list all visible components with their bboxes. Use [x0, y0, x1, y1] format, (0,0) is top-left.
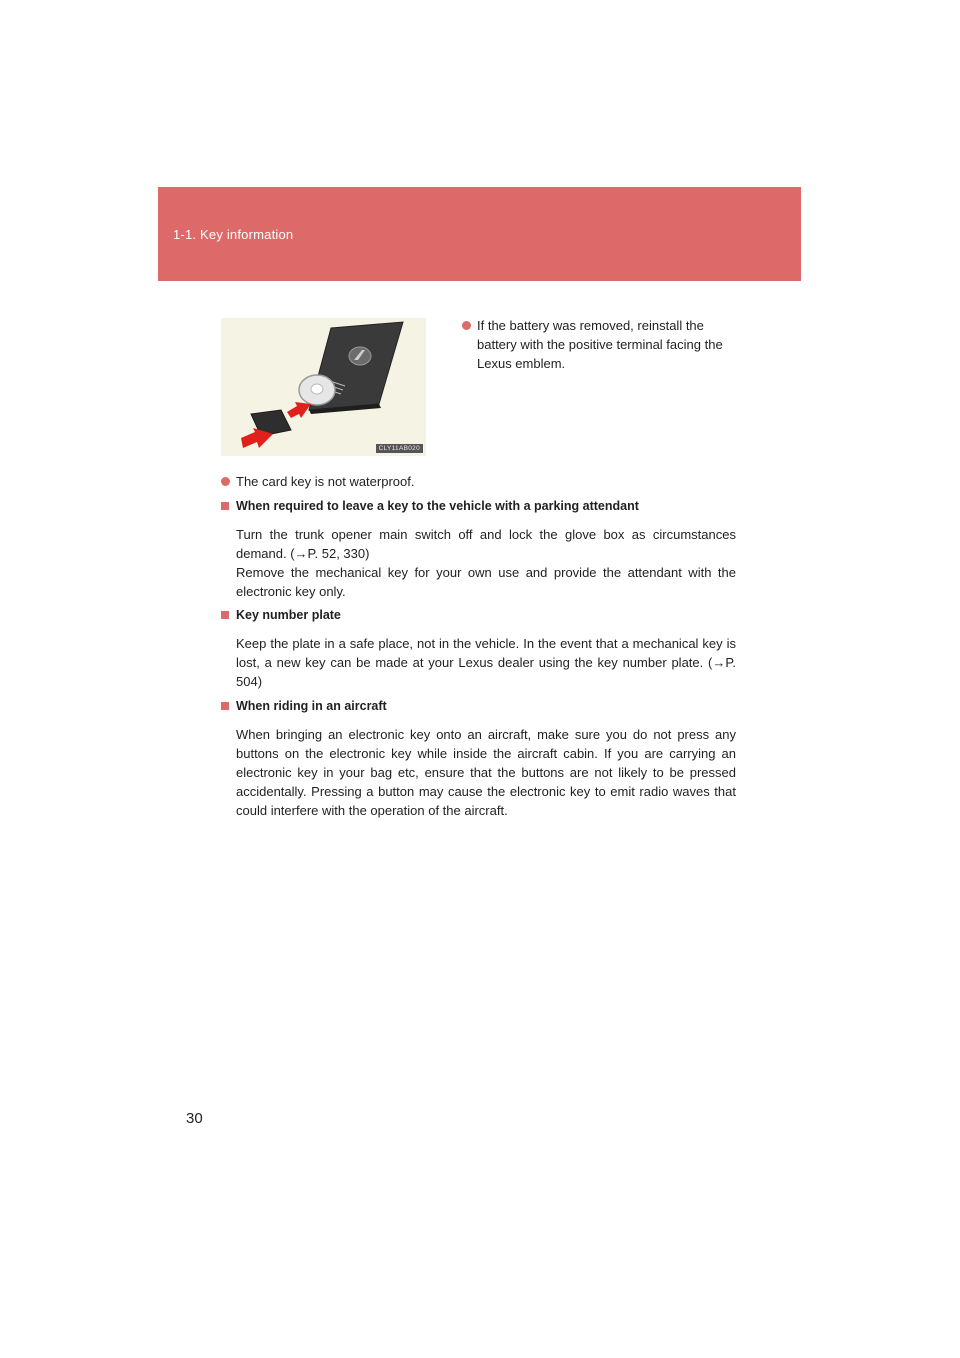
figure-code: CLY11AB020 [376, 444, 423, 453]
parking-body-2: Remove the mechanical key for your own use and provide the attendant with the electronic key only. [236, 565, 736, 599]
aircraft-section [221, 697, 736, 820]
parking-section [221, 497, 736, 601]
section-square [221, 611, 229, 619]
parking-body-1: Turn the trunk opener main switch off and lock the glove box as circumstances demand. (→P. 52, 330) [236, 527, 736, 561]
section-square [221, 702, 229, 710]
card-key-diagram [221, 318, 426, 456]
bullet-dot [221, 477, 230, 486]
plate-section [221, 606, 736, 691]
battery-note [462, 316, 742, 373]
plate-title: Key number plate [236, 608, 341, 622]
page-number: 30 [186, 1110, 203, 1127]
battery-note-text: If the battery was removed, reinstall the battery with the positive terminal facing the Lexus emblem. [477, 318, 723, 371]
arrow-small [287, 402, 311, 418]
bullet-dot [462, 321, 471, 330]
parking-title: When required to leave a key to the vehicle with a parking attendant [236, 499, 639, 513]
section-title: 1-1. Key information [173, 227, 294, 242]
parking-heading [221, 497, 736, 516]
section-square [221, 502, 229, 510]
plate-body: Keep the plate in a safe place, not in the vehicle. In the event that a mechanical key is lost, a new key can be made at your Lexus dealer using the key number plate. (→P. 504) [236, 636, 736, 689]
waterproof-note [221, 472, 736, 491]
bullet-item [462, 316, 742, 373]
aircraft-title: When riding in an aircraft [236, 699, 387, 713]
plate-heading [221, 606, 736, 625]
header-band [158, 187, 801, 281]
battery-illustration [221, 318, 426, 456]
waterproof-text: The card key is not waterproof. [236, 474, 415, 489]
aircraft-heading [221, 697, 736, 716]
bullet-item [221, 472, 736, 491]
battery-center [311, 384, 323, 394]
aircraft-body: When bringing an electronic key onto an aircraft, make sure you do not press any buttons on the electronic key while inside the aircraft cabin. If you are carrying an electronic key in your bag etc, ensure that the buttons are not likely to be pressed accidentally. Pressing a button may cause the electronic key to emit radio waves that could interfere with the operation of the aircraft. [236, 727, 736, 818]
